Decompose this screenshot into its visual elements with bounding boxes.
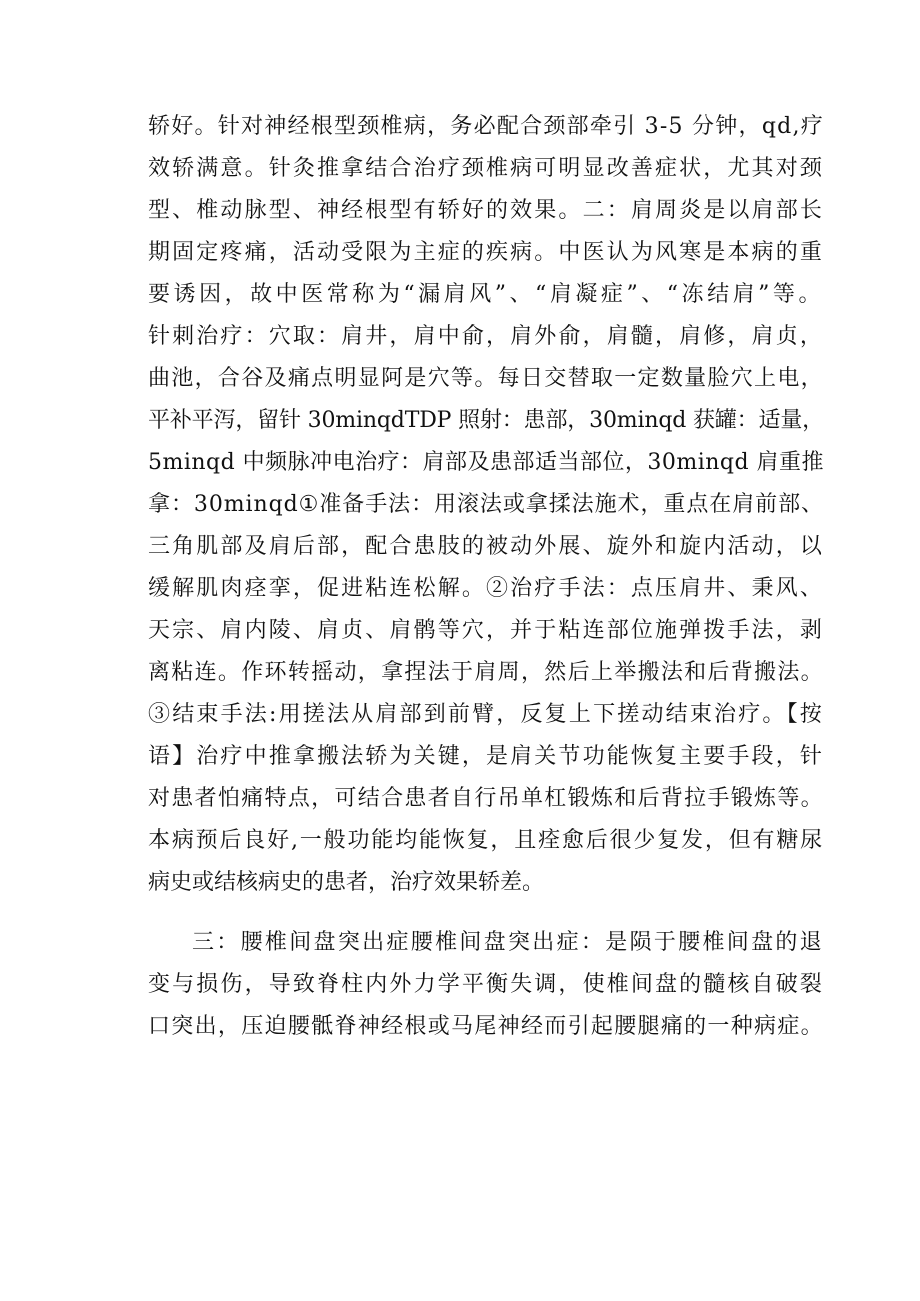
text-line (148, 363, 824, 405)
text-line (148, 447, 824, 489)
text-line (148, 153, 824, 195)
text-line-content: 变与损伤，导致脊柱内外力学平衡失调，使椎间盘的髓核自破裂 (148, 972, 824, 997)
text-line-content: 三角肌部及肩后部，配合患肢的被动外展、旋外和旋内活动，以 (148, 534, 824, 559)
text-line-content: 效轿满意。针灸推拿结合治疗颈椎病可明显改善症状，尤其对颈 (148, 156, 824, 181)
text-line-content: 对患者怕痛特点，可结合患者自行吊单杠锻炼和后背拉手锻炼等。 (148, 786, 824, 811)
text-line (148, 321, 824, 363)
text-line-content: 型、椎动脉型、神经根型有轿好的效果。二：肩周炎是以肩部长 (148, 198, 824, 223)
text-line (148, 1011, 824, 1053)
text-line (148, 489, 824, 531)
text-line-content: ③结束手法:用搓法从肩部到前臂，反复上下搓动结束治疗。【按 (148, 702, 824, 727)
text-line-content: 要诱因，故中医常称为“漏肩风”、“肩凝症”、“冻结肩”等。 (148, 282, 824, 307)
text-line-content: 期固定疼痛，活动受限为主症的疾病。中医认为风寒是本病的重 (148, 240, 824, 265)
text-line-content: 5minqd 中频脉冲电治疗：肩部及患部适当部位，30minqd 肩重推 (148, 450, 824, 475)
text-line (148, 237, 824, 279)
text-line-content: 本病预后良好,一般功能均能恢复，且痊愈后很少复发，但有糖尿 (148, 828, 824, 853)
text-line (148, 279, 824, 321)
text-line-content: 天宗、肩内陵、肩贞、肩鹘等穴，并于粘连部位施弹拨手法，剥 (148, 618, 824, 643)
paragraph-lumbar (148, 927, 824, 1053)
text-line (148, 531, 824, 573)
text-line-content: 病史或结核病史的患者，治疗效果轿差。 (148, 870, 545, 895)
text-line (148, 969, 824, 1011)
text-line (148, 657, 824, 699)
text-line-content: 平补平泻，留针 30minqdTDP 照射：患部，30minqd 获罐：适量， (148, 408, 824, 433)
paragraph-spacing (148, 909, 824, 927)
text-line-content: 三：腰椎间盘突出症腰椎间盘突出症：是陨于腰椎间盘的退 (192, 930, 824, 955)
text-line (148, 699, 824, 741)
document-page (148, 111, 824, 1053)
text-line-content: 语】治疗中推拿搬法轿为关键，是肩关节功能恢复主要手段，针 (148, 744, 824, 769)
text-line (148, 867, 824, 909)
text-line-content: 离粘连。作环转摇动，拿捏法于肩周，然后上举搬法和后背搬法。 (148, 660, 824, 685)
text-line-content: 拿：30minqd①准备手法：用滚法或拿揉法施术，重点在肩前部、 (148, 492, 824, 517)
paragraph-shoulder (148, 111, 824, 909)
text-line (148, 573, 824, 615)
text-line (148, 405, 824, 447)
text-line-content: 曲池，合谷及痛点明显阿是穴等。每日交替取一定数量脸穴上电， (148, 366, 824, 391)
text-line (148, 783, 824, 825)
text-line (148, 825, 824, 867)
text-line (148, 927, 824, 969)
text-line (148, 615, 824, 657)
text-line-content: 轿好。针对神经根型颈椎病，务必配合颈部牵引 3-5 分钟，qd,疗 (148, 114, 824, 139)
text-line-content: 缓解肌肉痉挛，促进粘连松解。②治疗手法：点压肩井、秉风、 (148, 576, 824, 601)
text-line-content: 口突出，压迫腰骶脊神经根或马尾神经而引起腰腿痛的一种病症。 (148, 1014, 824, 1039)
text-line-content: 针刺治疗：穴取：肩井，肩中俞，肩外俞，肩髓，肩修，肩贞， (148, 324, 824, 349)
text-line (148, 741, 824, 783)
text-line (148, 111, 824, 153)
text-line (148, 195, 824, 237)
